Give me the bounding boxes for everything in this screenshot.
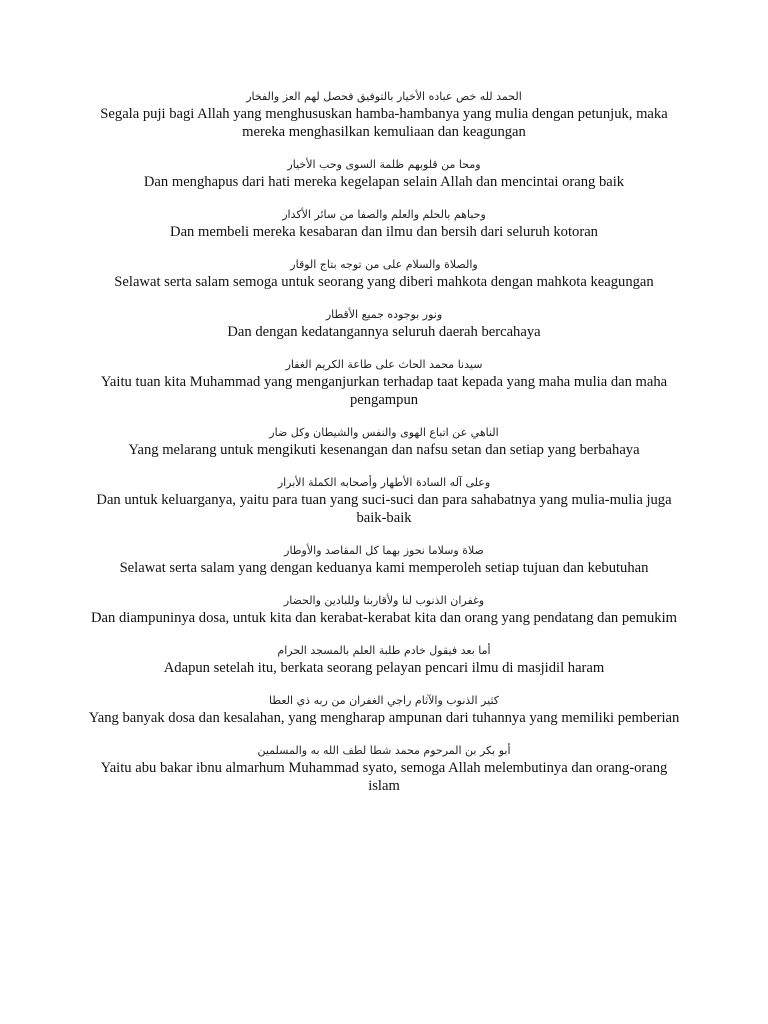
translation-line: Yaitu tuan kita Muhammad yang menganjurkan terhadap taat kepada yang maha mulia dan maha pengampun	[100, 374, 668, 408]
translation-line: Yang banyak dosa dan kesalahan, yang mengharap ampunan dari tuhannya yang memiliki pemberian	[88, 710, 680, 726]
arabic-line: أما بعد فيقول خادم طلبة العلم بالمسجد الحرام	[277, 644, 491, 657]
verse-block	[84, 88, 684, 141]
verse-block	[84, 642, 684, 677]
verse-block	[84, 424, 684, 459]
verse-block	[84, 542, 684, 577]
arabic-line: وغفران الذنوب لنا ولأقاربنا وللبادين والحضار	[283, 594, 485, 607]
verse-block	[84, 742, 684, 795]
translation-line: Yang melarang untuk mengikuti kesenangan dan nafsu setan dan setiap yang berbahaya	[128, 442, 640, 458]
arabic-line: سيدنا محمد الحاث على طاعة الكريم الغفار	[285, 358, 483, 371]
arabic-line: كثير الذنوب والآثام راجي الغفران من ربه ذي العطا	[268, 694, 500, 707]
verse-block	[84, 306, 684, 341]
arabic-line: الناهي عن اتباع الهوى والنفس والشيطان وكل ضار	[269, 426, 499, 439]
verse-block	[84, 156, 684, 191]
translation-line: Adapun setelah itu, berkata seorang pelayan pencari ilmu di masjidil haram	[163, 660, 605, 676]
translation-line: Selawat serta salam semoga untuk seorang yang diberi mahkota dengan mahkota keagungan	[114, 274, 654, 290]
document-page	[0, 88, 768, 810]
verse-block	[84, 592, 684, 627]
translation-line: Dan untuk keluarganya, yaitu para tuan yang suci-suci dan para sahabatnya yang mulia-mulia juga baik-baik	[96, 492, 672, 526]
translation-line: Dan dengan kedatangannya seluruh daerah bercahaya	[227, 324, 541, 340]
arabic-line: والصلاة والسلام على من توجه بتاج الوقار	[290, 258, 478, 271]
translation-line: Dan diampuninya dosa, untuk kita dan kerabat-kerabat kita dan orang yang pendatang dan pemukim	[91, 610, 677, 626]
verse-block	[84, 356, 684, 409]
arabic-line: وعلى آله السادة الأطهار وأصحابه الكملة الأبرار	[277, 476, 491, 489]
arabic-line: ونور بوجوده جميع الأقطار	[325, 308, 443, 321]
verse-block	[84, 256, 684, 291]
translation-line: Segala puji bagi Allah yang menghususkan hamba-hambanya yang mulia dengan petunjuk, maka mereka menghasilkan kemuliaan dan keagungan	[100, 106, 668, 140]
arabic-line: وحباهم بالحلم والعلم والصفا من سائر الأكدار	[282, 208, 486, 221]
translation-line: Yaitu abu bakar ibnu almarhum Muhammad syato, semoga Allah melembutinya dan orang-orang islam	[100, 760, 668, 794]
translation-line: Selawat serta salam yang dengan keduanya kami memperoleh setiap tujuan dan kebutuhan	[119, 560, 649, 576]
verse-block	[84, 692, 684, 727]
translation-line: Dan menghapus dari hati mereka kegelapan selain Allah dan mencintai orang baik	[143, 174, 625, 190]
arabic-line: الحمد لله خص عباده الأخيار بالتوفيق فحصل لهم العز والفخار	[246, 90, 522, 103]
translation-line: Dan membeli mereka kesabaran dan ilmu dan bersih dari seluruh kotoran	[170, 224, 598, 240]
verse-block	[84, 474, 684, 527]
verse-block	[84, 206, 684, 241]
arabic-line: أبو بكر بن المرحوم محمد شطا لطف الله به والمسلمين	[257, 744, 511, 757]
arabic-line: صلاة وسلاما نحوز بهما كل المقاصد والأوطار	[284, 544, 484, 557]
arabic-line: ومحا من قلوبهم ظلمة السوى وحب الأخيار	[287, 158, 481, 171]
